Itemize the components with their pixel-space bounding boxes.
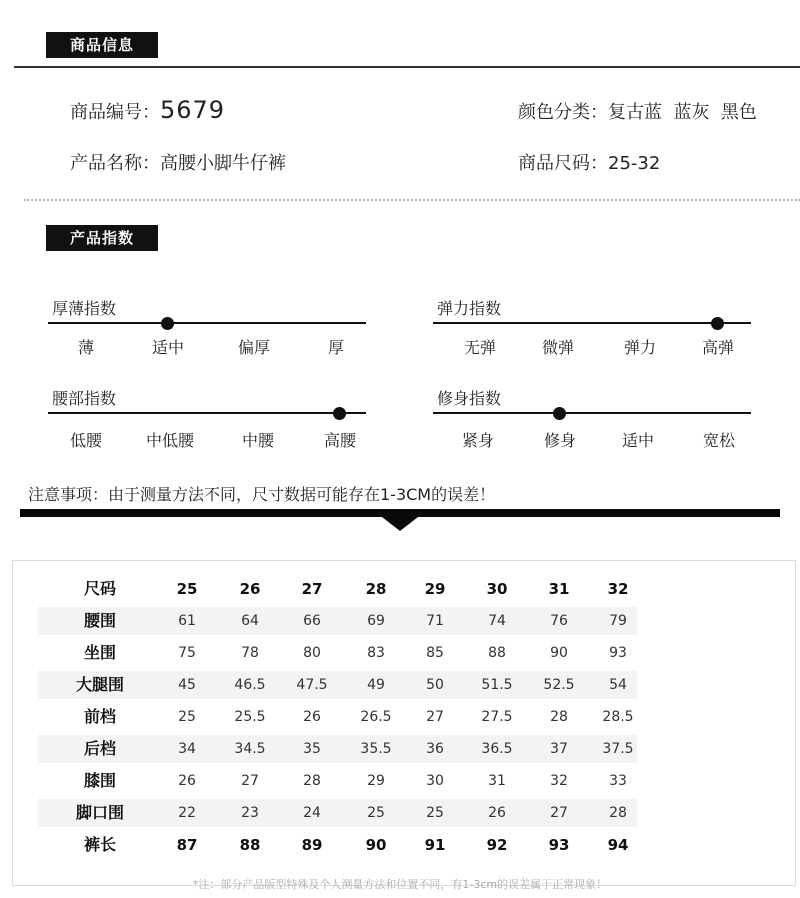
table-cell: 29 [367,773,385,789]
table-cell: 45 [178,677,196,693]
index-option: 宽松 [702,431,736,450]
row-label: 坐围 [83,643,117,662]
row-label: 膝围 [83,771,117,790]
index-indicator-dot [553,407,566,420]
table-cell: 37 [550,741,568,757]
index-title: 腰部指数 [52,389,117,408]
table-cell: 89 [301,836,323,854]
index-scale-line [48,412,366,414]
size-table [12,560,796,886]
index-option: 厚 [327,338,345,357]
row-label: 裤长 [83,835,117,854]
product-name-label: 产品名称： [70,153,160,174]
table-cell: 90 [550,645,568,661]
table-row [37,831,637,859]
table-cell: 24 [303,805,321,821]
index-title: 弹力指数 [437,299,502,318]
table-cell: 88 [239,836,261,854]
index-option: 中低腰 [145,431,195,450]
table-cell: 75 [178,645,196,661]
index-option: 偏厚 [237,338,271,357]
index-scale-line [433,322,751,324]
table-cell: 49 [367,677,385,693]
table-row [37,607,637,635]
table-cell: 34 [178,741,196,757]
table-cell: 36.5 [481,741,513,757]
product-size-label: 商品尺码： [518,153,608,174]
table-cell: 83 [367,645,385,661]
index-option: 适中 [621,431,655,450]
product-code [70,96,225,124]
table-cell: 28.5 [602,709,634,725]
index-title: 修身指数 [437,389,502,408]
table-cell: 27.5 [481,709,513,725]
table-cell: 34.5 [234,741,266,757]
table-cell: 25 [367,805,385,821]
color-category [518,98,757,124]
index-scale-line [433,412,751,414]
table-cell: 79 [609,613,627,629]
table-cell: 29 [424,580,446,598]
table-cell: 28 [609,805,627,821]
table-cell: 94 [607,836,629,854]
index-option: 高弹 [701,338,735,357]
row-label: 尺码 [83,579,117,598]
index-option: 适中 [151,338,185,357]
table-cell: 26 [178,773,196,789]
table-cell: 32 [607,580,629,598]
table-cell: 54 [609,677,627,693]
table-cell: 74 [488,613,506,629]
down-arrow-icon [382,517,418,531]
index-indicator-dot [333,407,346,420]
table-cell: 71 [426,613,444,629]
table-cell: 51.5 [481,677,513,693]
row-label: 前档 [83,707,117,726]
index-indicator-dot [711,317,724,330]
color-category-value: 复古蓝 蓝灰 黑色 [608,102,757,123]
product-name [70,149,286,175]
row-label: 后档 [83,739,117,758]
table-cell: 76 [550,613,568,629]
table-cell: 25 [426,805,444,821]
table-cell: 28 [550,709,568,725]
table-cell: 93 [548,836,570,854]
index-option: 微弹 [541,338,575,357]
table-cell: 92 [486,836,508,854]
table-cell: 27 [301,580,323,598]
table-cell: 90 [365,836,387,854]
table-cell: 35.5 [360,741,392,757]
table-row [37,799,637,827]
table-row [37,767,637,795]
table-row [37,703,637,731]
product-name-value: 高腰小脚牛仔裤 [160,153,286,174]
table-cell: 31 [488,773,506,789]
notice-text: 注意事项：由于测量方法不同，尺寸数据可能存在1-3CM的误差！ [28,485,496,504]
table-cell: 30 [426,773,444,789]
table-cell: 80 [303,645,321,661]
row-label: 腰围 [83,611,117,630]
table-cell: 88 [488,645,506,661]
table-cell: 23 [241,805,259,821]
section-tag-product-index: 产品指数 [46,225,158,251]
table-cell: 25.5 [234,709,266,725]
table-cell: 52.5 [543,677,575,693]
table-cell: 64 [241,613,259,629]
table-cell: 66 [303,613,321,629]
table-cell: 31 [548,580,570,598]
table-cell: 47.5 [296,677,328,693]
table-cell: 26.5 [360,709,392,725]
table-cell: 26 [303,709,321,725]
table-cell: 61 [178,613,196,629]
index-indicator-dot [161,317,174,330]
index-option: 薄 [77,338,95,357]
table-cell: 32 [550,773,568,789]
table-cell: 91 [424,836,446,854]
footnote: *注：部分产品版型特殊及个人测量方法和位置不同，有1-3cm的误差属于正常现象！ [192,878,608,891]
index-option: 弹力 [623,338,657,357]
table-cell: 22 [178,805,196,821]
row-label: 脚口围 [75,803,125,822]
product-size [518,149,660,175]
table-cell: 85 [426,645,444,661]
row-label: 大腿围 [75,675,125,694]
table-cell: 35 [303,741,321,757]
table-cell: 30 [486,580,508,598]
table-cell: 27 [550,805,568,821]
color-category-label: 颜色分类： [518,102,608,123]
table-cell: 50 [426,677,444,693]
product-size-value: 25-32 [608,153,661,174]
table-cell: 36 [426,741,444,757]
index-option: 无弹 [463,338,497,357]
index-option: 高腰 [323,431,357,450]
table-cell: 27 [241,773,259,789]
table-cell: 27 [426,709,444,725]
product-code-value: 5679 [160,96,226,124]
index-scale-line [48,322,366,324]
table-cell: 78 [241,645,259,661]
table-cell: 33 [609,773,627,789]
table-row [37,575,637,603]
dotted-divider [24,199,800,201]
index-option: 低腰 [69,431,103,450]
notice-bar [20,509,780,517]
index-option: 修身 [543,431,577,450]
product-code-label: 商品编号： [70,102,160,123]
table-cell: 25 [178,709,196,725]
table-row [37,639,637,667]
table-cell: 26 [239,580,261,598]
index-title: 厚薄指数 [52,299,117,318]
section-tag-product-info: 商品信息 [46,32,158,58]
table-cell: 93 [609,645,627,661]
table-row [37,735,637,763]
table-row [37,671,637,699]
table-cell: 87 [176,836,198,854]
table-cell: 46.5 [234,677,266,693]
table-cell: 37.5 [602,741,634,757]
table-cell: 69 [367,613,385,629]
section-divider [14,66,800,68]
index-option: 中腰 [241,431,275,450]
index-option: 紧身 [461,431,495,450]
table-cell: 25 [176,580,198,598]
table-cell: 28 [303,773,321,789]
table-cell: 28 [365,580,387,598]
table-cell: 26 [488,805,506,821]
